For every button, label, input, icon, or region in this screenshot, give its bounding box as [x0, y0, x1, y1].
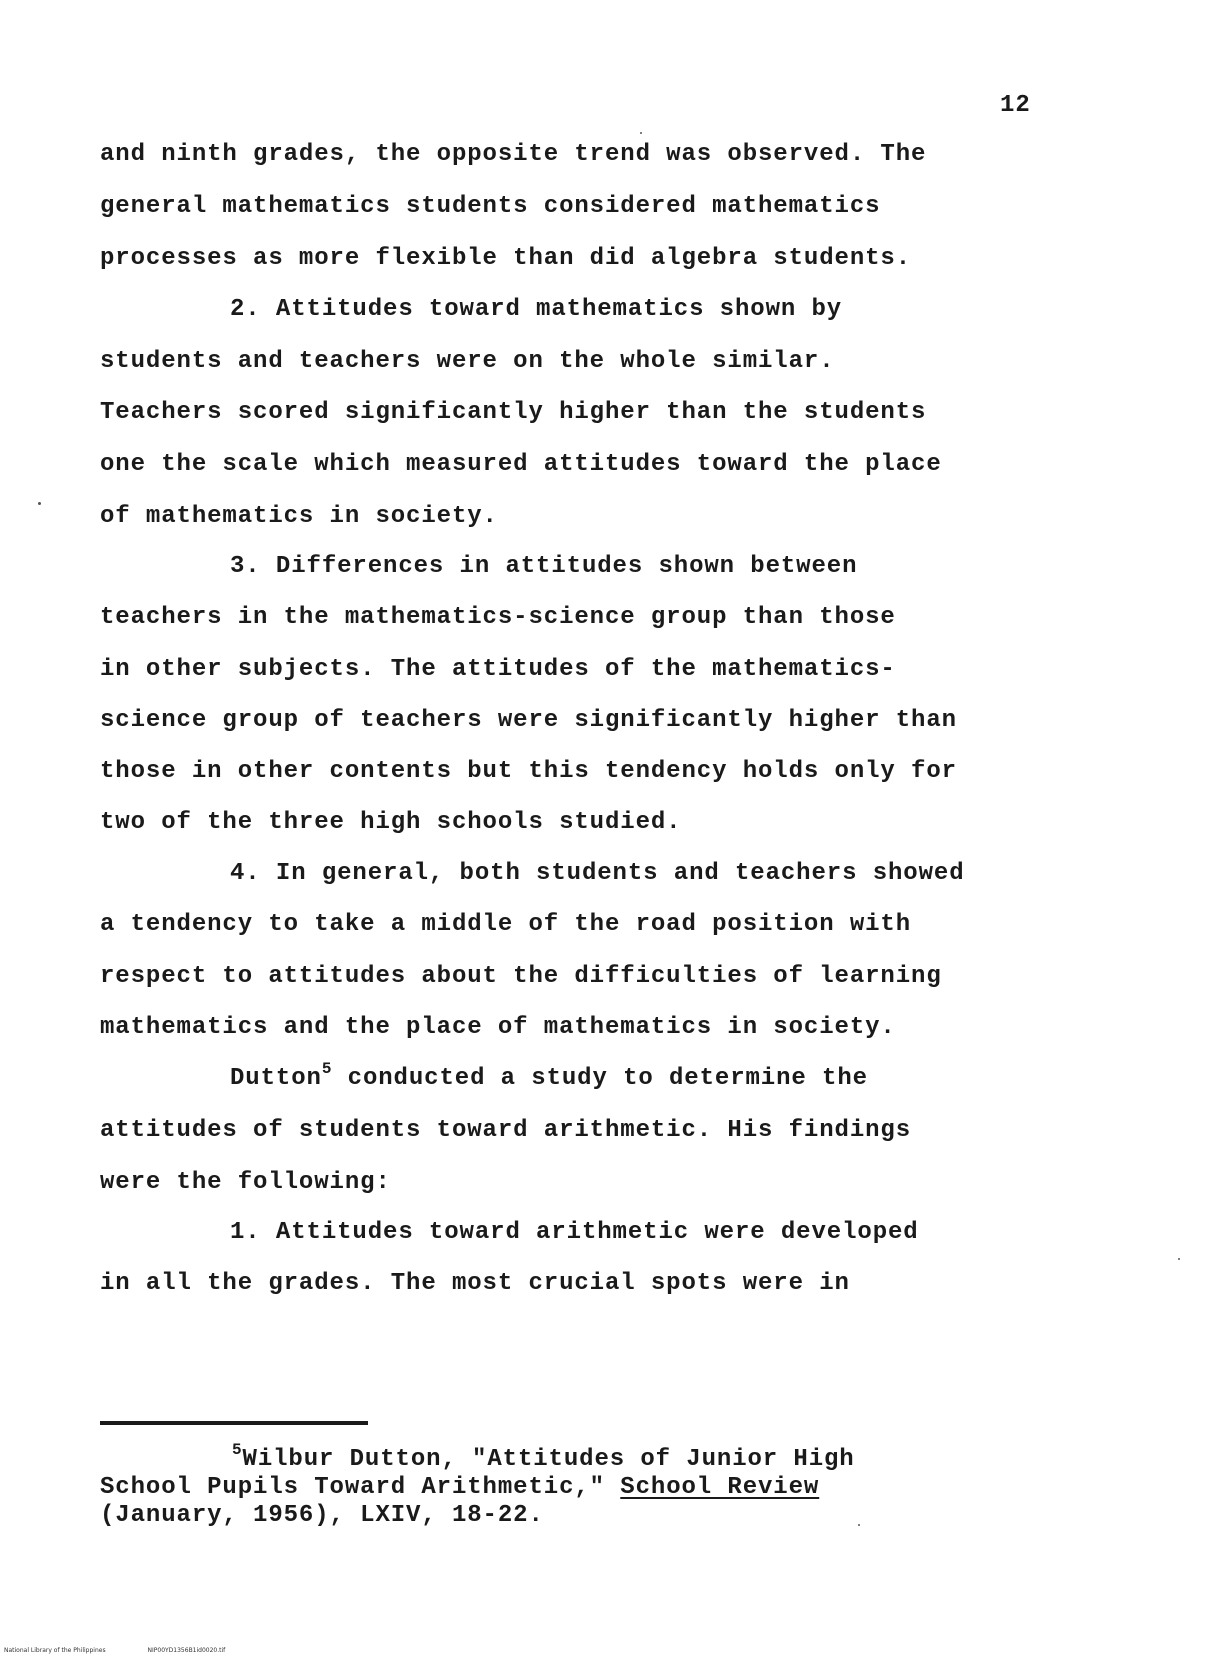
footnote-text: School Pupils Toward Arithmetic," [100, 1474, 621, 1501]
scan-speck [1178, 1258, 1180, 1260]
text-line: in all the grades. The most crucial spots were in [100, 1270, 850, 1297]
footnote-reference: 5 [321, 1060, 333, 1078]
text-line: two of the three high schools studied. [100, 809, 682, 836]
text-line: 4. In general, both students and teachers showed [230, 860, 965, 887]
footnote-line [232, 1441, 855, 1474]
text-line: teachers in the mathematics-science group than those [100, 604, 896, 631]
scan-speck [640, 132, 642, 134]
footnote-text: Wilbur Dutton, "Attitudes of Junior High [242, 1446, 855, 1473]
text-line: 2. Attitudes toward mathematics shown by [230, 296, 843, 323]
text-fragment: conducted a study to determine the [332, 1065, 868, 1092]
text-line: 3. Differences in attitudes shown between [230, 553, 858, 580]
scan-speck [38, 502, 41, 505]
text-line: were the following: [100, 1169, 391, 1196]
journal-title: School Review [620, 1474, 820, 1501]
text-line: of mathematics in society. [100, 503, 498, 530]
page-number: 12 [1000, 92, 1031, 119]
footnote-line: (January, 1956), LXIV, 18-22. [100, 1502, 544, 1529]
text-line: attitudes of students toward arithmetic. His findings [100, 1117, 912, 1144]
text-line: 1. Attitudes toward arithmetic were developed [230, 1219, 919, 1246]
text-line: respect to attitudes about the difficulties of learning [100, 963, 942, 990]
footnote-divider [100, 1421, 368, 1425]
text-line: science group of teachers were significantly higher than [100, 707, 957, 734]
archive-library: National Library of the Philippines [4, 1647, 106, 1654]
author-name: Dutton [230, 1065, 322, 1092]
text-line: Teachers scored significantly higher than the students [100, 399, 927, 426]
text-line: a tendency to take a middle of the road position with [100, 911, 912, 938]
text-line [230, 1060, 868, 1094]
text-line: general mathematics students considered mathematics [100, 193, 881, 220]
archive-file: NIP00YD1356B1id0020.tif [147, 1647, 226, 1654]
text-line: one the scale which measured attitudes toward the place [100, 451, 942, 478]
text-line: those in other contents but this tendency holds only for [100, 758, 957, 785]
text-line: processes as more flexible than did algebra students. [100, 245, 912, 272]
footnote-line [100, 1474, 819, 1502]
scan-speck [858, 1524, 860, 1526]
footnote-marker: 5 [232, 1441, 243, 1459]
text-line: in other subjects. The attitudes of the mathematics- [100, 656, 896, 683]
archive-footer [4, 1647, 265, 1654]
text-line: and ninth grades, the opposite trend was observed. The [100, 141, 927, 168]
text-line: mathematics and the place of mathematics in society. [100, 1014, 896, 1041]
text-line: students and teachers were on the whole similar. [100, 348, 835, 375]
